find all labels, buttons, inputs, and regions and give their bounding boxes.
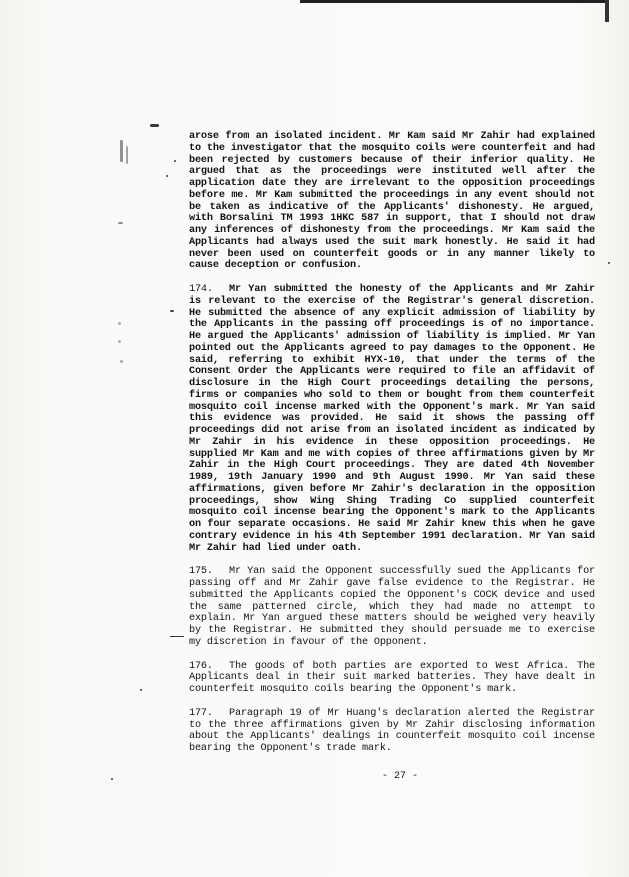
margin-dash — [170, 636, 184, 637]
scan-speck — [120, 140, 123, 162]
scan-speck — [608, 262, 610, 264]
paragraph-175 — [189, 566, 595, 648]
paragraph-text: Mr Yan submitted the honesty of the Applicants and Mr Zahir is relevant to the exercise of the Registrar's general discretion. He submitted the absence of any explicit admission of liability by the Applicants in the passing off proceedings is of no importance. He argued the Applicants' admission of liability is implied. Mr Yan pointed out the Applicants agreed to pay damages to the Opponent. He said, referring to exhibit HYX-10, that under the terms of the Consent Order the Applicants were required to file an affidavit of disclosure in the High Court proceedings detailing the persons, firms or companies who sold to them or bought from them counterfeit mosquito coil incense marked with the Opponent's mark. Mr Yan said this evidence was provided. He said it shows the passing off proceedings did not arise from an isolated incident as indicated by Mr Zahir in his evidence in these opposition proceedings. He supplied Mr Kam and me with copies of three affirmations given by Mr Zahir in the High Court proceedings. They are dated 4th November 1989, 19th January 1990 and 9th August 1990. Mr Yan said these affirmations, given before Mr Zahir's declaration in the opposition proceedings, show Wing Shing Trading Co supplied counterfeit mosquito coil incense bearing the Opponent's mark to the Applicants on four separate occasions. He said Mr Zahir knew this when he gave contrary evidence in his 4th September 1991 declaration. Mr Yan said Mr Zahir had lied under oath. — [189, 284, 595, 554]
scan-speck — [118, 222, 123, 224]
scan-speck — [150, 124, 159, 127]
scan-speck — [140, 689, 142, 691]
paragraph-number: 177. — [189, 707, 213, 719]
paragraph-text: Paragraph 19 of Mr Huang's declaration alerted the Registrar to the three affirmations given by Mr Zahir disclosing information about the Applicants' dealings in counterfeit mosquito coil incense bearing the Opponent's trade mark. — [189, 707, 595, 754]
scan-speck — [174, 160, 176, 162]
scan-speck — [118, 322, 121, 325]
scan-speck — [118, 340, 121, 343]
document-body — [189, 131, 595, 767]
paragraph-text: The goods of both parties are exported to West Africa. The Applicants deal in their suit marked batteries. They have dealt in counterfeit mosquito coils bearing the Opponent's mark. — [189, 660, 595, 695]
paragraph-177 — [189, 708, 595, 755]
scan-speck — [111, 778, 113, 780]
opening-paragraph: arose from an isolated incident. Mr Kam said Mr Zahir had explained to the investigator that the mosquito coils were counterfeit and had been rejected by customers because of their inferior quality. He argued that as the proceedings were instituted well after the application date they are irrelevant to the opposition proceedings before me. Mr Kam submitted the proceedings in any event should not be taken as indicative of the Applicants' dishonesty. He argued, with Borsalini TM 1993 1HKC 587 in support, that I should not draw any inferences of dishonesty from the proceedings. Mr Kam said the Applicants had always used the suit mark honestly. He said it had never been used on counterfeit goods or in any manner likely to cause deception or confusion. — [189, 131, 595, 272]
paragraph-number: 174. — [189, 284, 213, 295]
scan-edge-rule — [300, 0, 607, 3]
scan-speck — [126, 146, 128, 164]
page-number: - 27 - — [381, 771, 418, 782]
scan-speck — [120, 360, 123, 363]
scan-speck — [166, 175, 168, 177]
paragraph-174 — [189, 284, 595, 554]
scan-edge-mark — [605, 0, 609, 22]
paragraph-176 — [189, 661, 595, 696]
paragraph-text: Mr Yan said the Opponent successfully sued the Applicants for passing off and Mr Zahir gave false evidence to the Registrar. He submitted the Applicants copied the Opponent's COCK device and used the same patterned circle, which they had made no attempt to explain. Mr Yan argued these matters should be weighed very heavily by the Registrar. He submitted they should persuade me to exercise my discretion in favour of the Opponent. — [189, 566, 595, 648]
scan-speck — [170, 310, 174, 312]
paragraph-number: 176. — [189, 660, 213, 672]
paragraph-number: 175. — [189, 566, 213, 578]
